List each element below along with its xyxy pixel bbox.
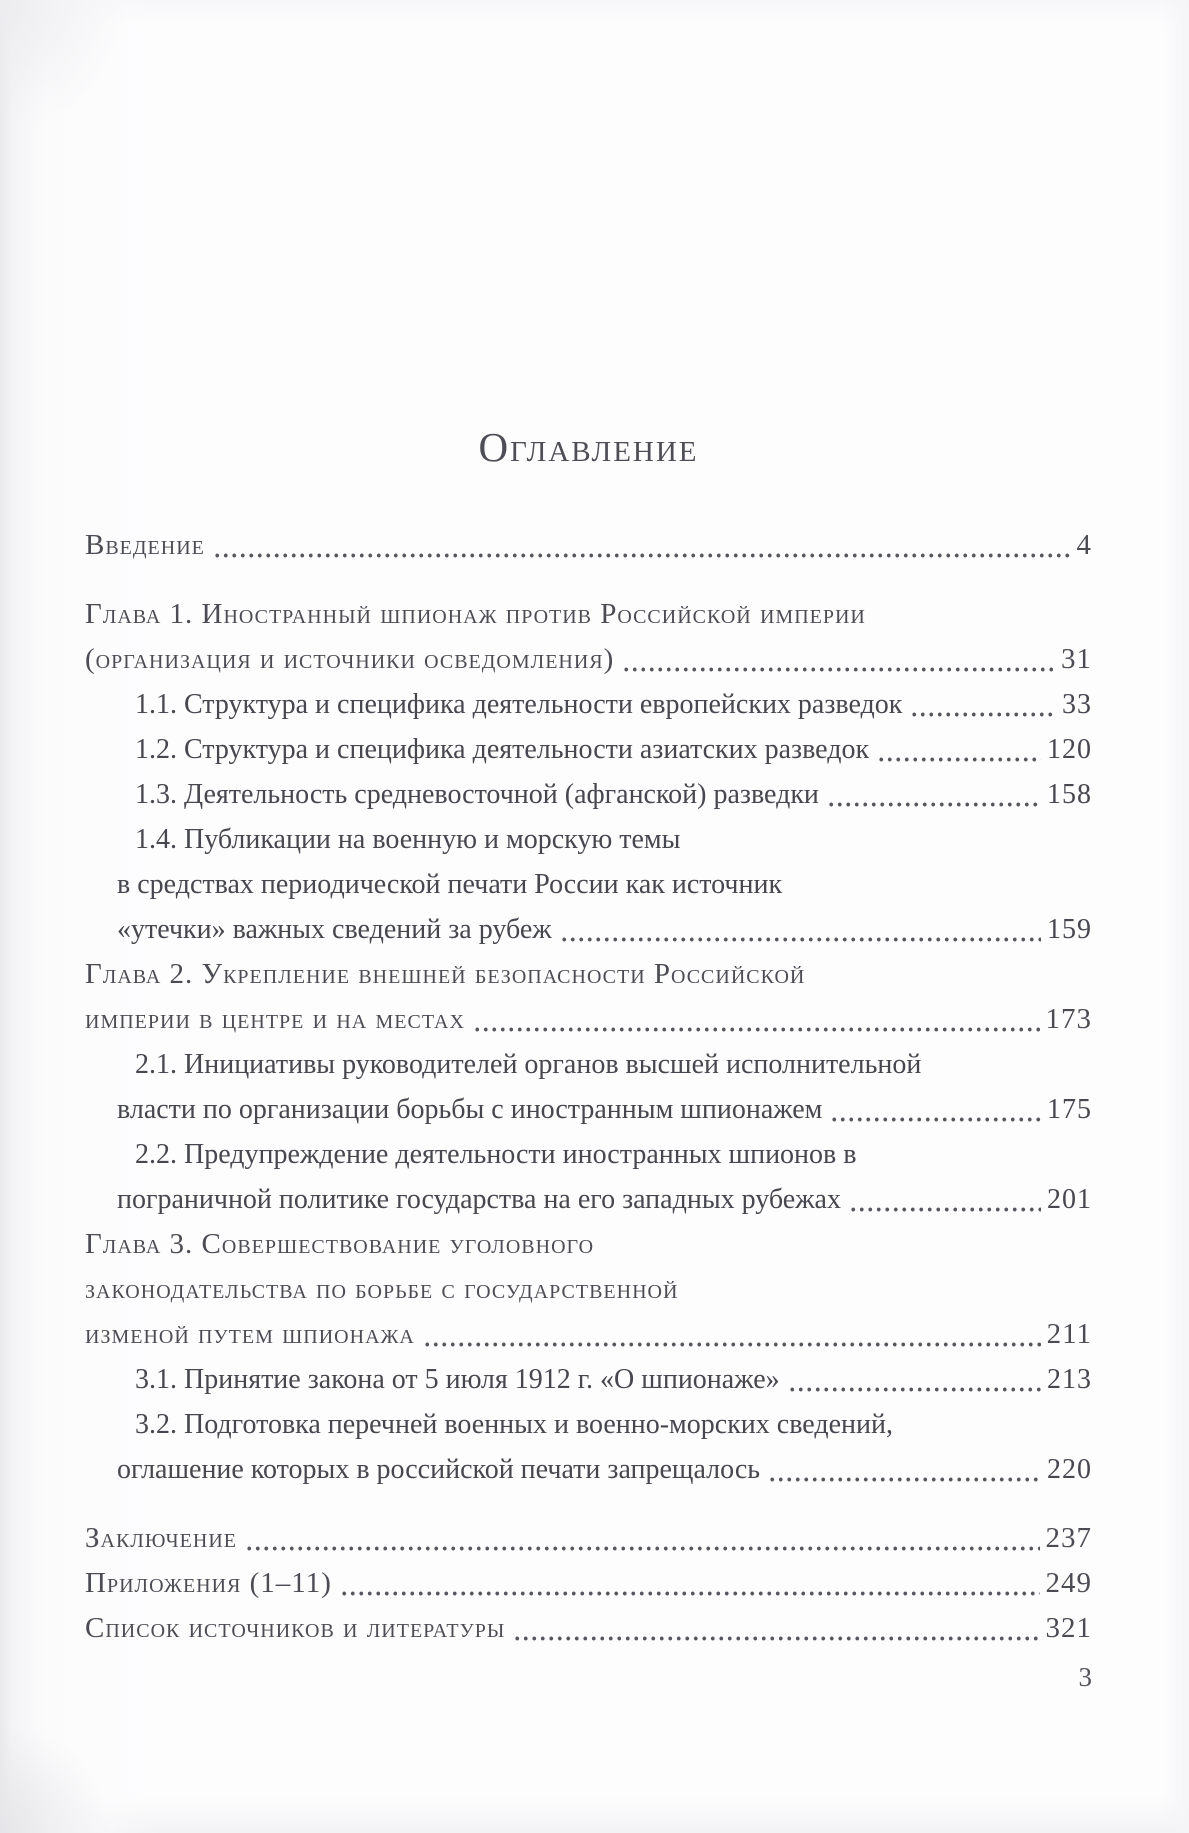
toc-entry (85, 727, 1092, 772)
toc-entry (85, 952, 1092, 997)
dot-leader (559, 907, 1041, 952)
toc-entry-label: оглашение которых в российской печати запрещалось (117, 1454, 761, 1485)
toc-entry (85, 1132, 1092, 1177)
toc-entry-label: Глава 1. Иностранный шпионаж против Российской империи (85, 598, 866, 630)
toc-entry-label: Заключение (85, 1522, 237, 1554)
toc-entry (85, 1516, 1092, 1561)
toc-entry (85, 1042, 1092, 1087)
toc-entry (85, 1267, 1092, 1312)
dot-leader (826, 772, 1041, 817)
toc-entry-label: 1.2. Структура и специфика деятельности азиатских разведок (135, 734, 870, 765)
toc-entry-page: 120 (1047, 734, 1092, 765)
toc-entry (85, 862, 1092, 907)
toc-entry-label: 3.1. Принятие закона от 5 июля 1912 г. «О шпионаже» (135, 1364, 780, 1395)
toc-entry-page: 4 (1076, 529, 1092, 561)
toc-entry (85, 682, 1092, 727)
toc-entry (85, 1222, 1092, 1267)
toc-entry (85, 772, 1092, 817)
dot-leader (876, 727, 1041, 772)
toc-entry-page: 321 (1045, 1612, 1092, 1644)
toc-entry (85, 997, 1092, 1042)
dot-leader (787, 1357, 1041, 1402)
dot-leader (829, 1087, 1041, 1132)
toc-entry-label: Приложения (1–11) (85, 1567, 332, 1599)
toc-entry (85, 1561, 1092, 1606)
toc-entry-label: 2.2. Предупреждение деятельности иностранных шпионов в (135, 1139, 857, 1170)
toc-entry-label: 1.1. Структура и специфика деятельности европейских разведок (135, 689, 903, 720)
toc-entry-page: 175 (1047, 1094, 1092, 1125)
toc-entry (85, 1177, 1092, 1222)
page-number-folio: 3 (1078, 1662, 1092, 1692)
toc-entry-page: 211 (1046, 1318, 1092, 1350)
toc-entry (85, 817, 1092, 862)
dot-leader (621, 637, 1055, 682)
dot-leader (422, 1312, 1041, 1357)
toc-entry-page: 158 (1047, 779, 1092, 810)
dot-leader (512, 1606, 1039, 1651)
toc-entry (85, 523, 1092, 568)
toc-entry-label: Список источников и литературы (85, 1612, 506, 1644)
toc-entry-page: 201 (1047, 1184, 1092, 1215)
toc-entry-page: 31 (1061, 643, 1092, 675)
dot-leader (848, 1177, 1041, 1222)
toc-entry-label: 3.2. Подготовка перечней военных и военно-морских сведений, (135, 1409, 893, 1440)
toc-entry (85, 1357, 1092, 1402)
dot-leader (212, 523, 1071, 568)
page-title: Оглавление (478, 424, 699, 470)
toc-entry-label: (организация и источники осведомления) (85, 643, 615, 675)
toc-entry-page: 173 (1045, 1003, 1092, 1035)
toc-entry-label: «утечки» важных сведений за рубеж (117, 914, 552, 945)
toc-entry-label: в средствах периодической печати России как источник (117, 869, 783, 900)
toc-entry-label: изменой путем шпионажа (85, 1318, 415, 1350)
toc-entry (85, 1087, 1092, 1132)
toc-entry-page: 159 (1047, 914, 1092, 945)
toc-entry (85, 1606, 1092, 1651)
toc-entry-label: законодательства по борьбе с государственной (85, 1273, 679, 1305)
toc-entry-page: 249 (1045, 1567, 1092, 1599)
toc-entry (85, 1402, 1092, 1447)
toc-entry-label: Введение (85, 529, 205, 561)
toc-entry-page: 213 (1047, 1364, 1092, 1395)
toc-entry (85, 592, 1092, 637)
toc-entry-label: Глава 3. Совершествование уголовного (85, 1228, 595, 1260)
toc-entry-label: империи в центре и на местах (85, 1003, 465, 1035)
toc-entry-label: власти по организации борьбы с иностранным шпионажем (117, 1094, 823, 1125)
toc-entry (85, 907, 1092, 952)
toc-entry (85, 637, 1092, 682)
toc-entry-page: 237 (1045, 1522, 1092, 1554)
dot-leader (339, 1561, 1040, 1606)
toc-entry-label: пограничной политике государства на его западных рубежах (117, 1184, 841, 1215)
toc-list (85, 523, 1092, 1651)
toc-entry-label: Глава 2. Укрепление внешней безопасности Российской (85, 958, 806, 990)
toc-entry-label: 1.4. Публикации на военную и морскую темы (135, 824, 681, 855)
toc-entry (85, 1312, 1092, 1357)
dot-leader (767, 1447, 1041, 1492)
toc-entry-label: 1.3. Деятельность средневосточной (афганской) разведки (135, 779, 819, 810)
toc-entry-label: 2.1. Инициативы руководителей органов высшей исполнительной (135, 1049, 922, 1080)
dot-leader (472, 997, 1040, 1042)
dot-leader (244, 1516, 1040, 1561)
toc-entry (85, 1447, 1092, 1492)
toc-entry-page: 33 (1062, 689, 1092, 720)
dot-leader (909, 682, 1056, 727)
toc-entry-page: 220 (1047, 1454, 1092, 1485)
